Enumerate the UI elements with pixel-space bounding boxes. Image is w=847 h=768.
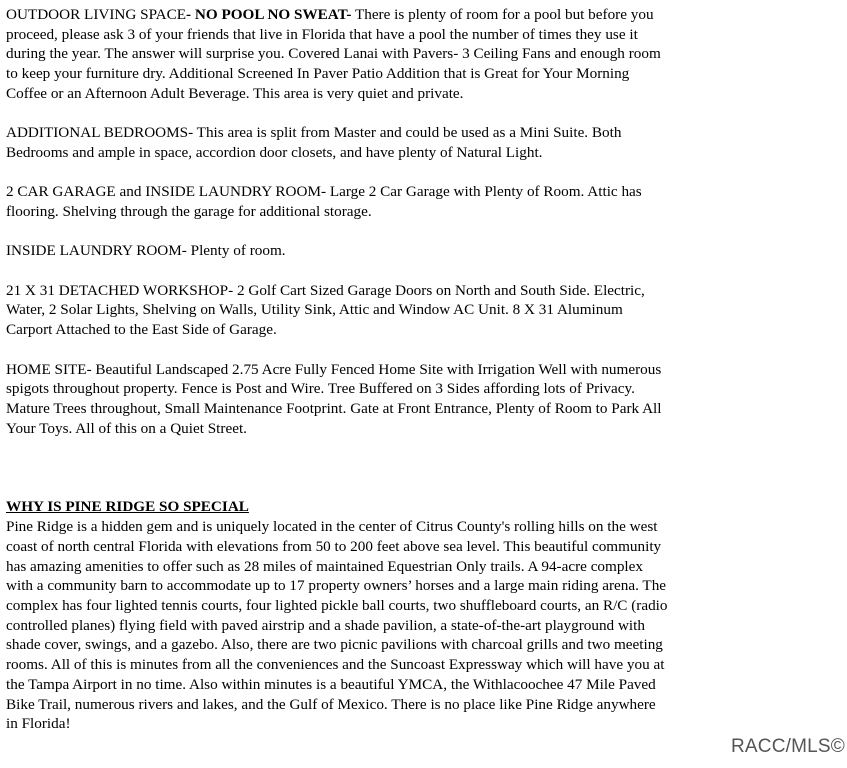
workshop-paragraph: 21 X 31 DETACHED WORKSHOP- 2 Golf Cart Sized Garage Doors on North and South Side. Electric, Water, 2 Solar Lights, Shelving on Walls, Utility Sink, Attic and Window AC Unit. 8 X 31 Aluminum Carport Attached to the East Side of Garage. (6, 281, 645, 339)
bedrooms-paragraph: ADDITIONAL BEDROOMS- This area is split from Master and could be used as a Mini Suite. Both Bedrooms and ample in space, accordion door closets, and have plenty of Natural Light. (6, 124, 622, 161)
garage-paragraph: 2 CAR GARAGE and INSIDE LAUNDRY ROOM- Large 2 Car Garage with Plenty of Room. Attic has flooring. Shelving through the garage for additional storage. (6, 183, 642, 220)
pine-ridge-paragraph: Pine Ridge is a hidden gem and is uniquely located in the center of Citrus County's rolling hills on the west coast of north central Florida with elevations from 50 to 200 feet above sea level. This beautiful community has amazing amenities to offer such as 28 miles of maintained Equestrian Only trails. A 94-acre complex with a community barn to accommodate up to 17 property owners’ horses and a large main riding arena. The complex has four lighted tennis courts, four lighted pickle ball courts, two shuffleboard courts, an R/C (radio controlled planes) flying field with paved airstrip and a shade pavilion, a state-of-the-art playground with shade cover, swings, and a gazebo. Also, there are two picnic pavilions with charcoal grills and two meeting rooms. All of this is minutes from all the conveniences and the Suncoast Expressway which will have you at the Tampa Airport in no time. Also within minutes is a beautiful YMCA, the Withlacoochee 47 Mile Paved Bike Trail, numerous rivers and lakes, and the Gulf of Mexico. There is no place like Pine Ridge anywhere in Florida! (6, 518, 668, 733)
pine-ridge-heading: WHY IS PINE RIDGE SO SPECIAL (6, 498, 249, 516)
homesite-paragraph: HOME SITE- Beautiful Landscaped 2.75 Acre Fully Fenced Home Site with Irrigation Well with numerous spigots throughout property. Fence is Post and Wire. Tree Buffered on 3 Sides affording lots of Privacy. Mature Trees throughout, Small Maintenance Footprint. Gate at Front Entrance, Plenty of Room to Park All Your Toys. All of this on a Quiet Street. (6, 360, 662, 437)
laundry-paragraph: INSIDE LAUNDRY ROOM- Plenty of room. (6, 242, 286, 260)
outdoor-title: OUTDOOR LIVING SPACE (6, 6, 187, 23)
listing-description (6, 5, 671, 734)
outdoor-emphasis: - NO POOL NO SWEAT- (186, 6, 352, 23)
outdoor-living-paragraph (6, 5, 671, 104)
mls-watermark: RACC/MLS© (731, 736, 845, 757)
outdoor-text: There is plenty of room for a pool but before you proceed, please ask 3 of your friends that live in Florida that have a pool the number of times they use it during the year. The answer will surprise you. Covered Lanai with Pavers- 3 Ceiling Fans and enough room to keep your furniture dry. Additional Screened In Paver Patio Addition that is Great for Your Morning Coffee or an Afternoon Adult Beverage. This area is very quiet and private. (6, 6, 661, 102)
section-spacer (6, 458, 671, 497)
